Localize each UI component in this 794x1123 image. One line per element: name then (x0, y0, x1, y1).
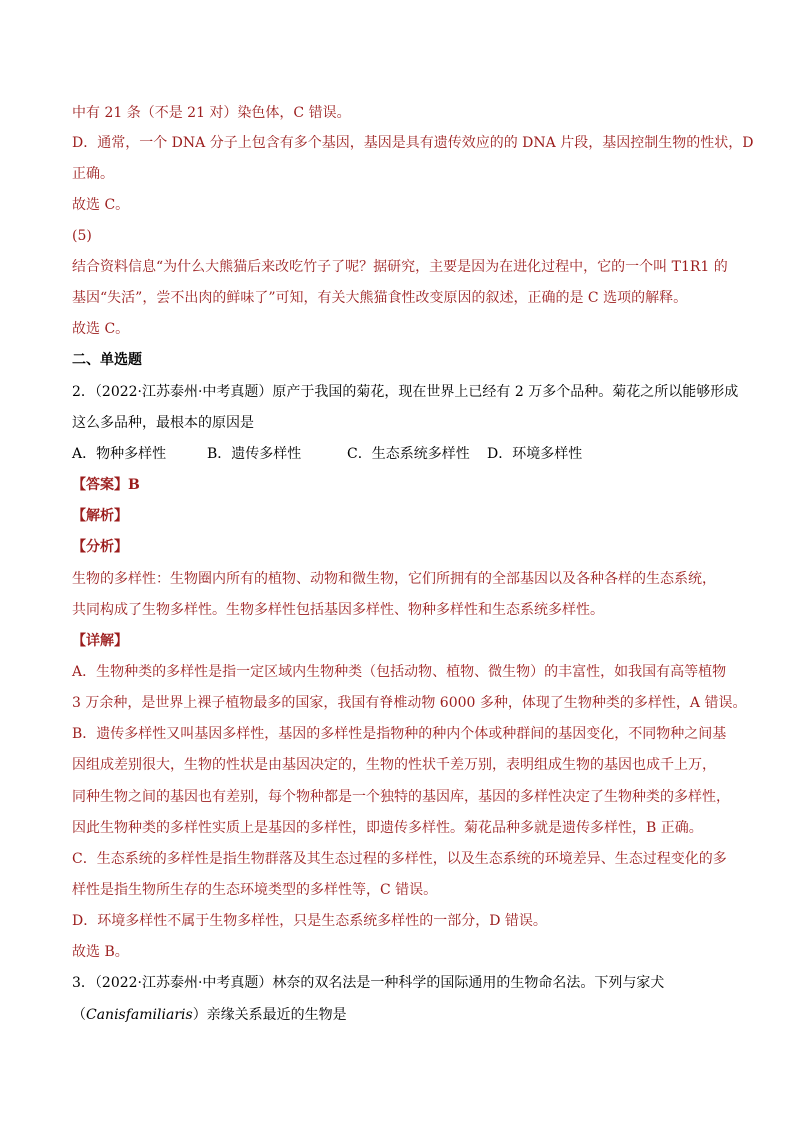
question-stem: 3．（2022·江苏泰州·中考真题）林奈的双名法是一种科学的国际通用的生物命名法。下列与家犬 (72, 975, 665, 991)
text-line: A．生物种类的多样性是指一定区域内生物种类（包括动物、植物、微生物）的丰富性，如我国有高等植物 (72, 664, 727, 680)
text-line: 中有 21 条（不是 21 对）染色体，C 错误。 (72, 105, 351, 121)
question-stem: 2．（2022·江苏泰州·中考真题）原产于我国的菊花，现在世界上已经有 2 万多个品种。菊花之所以能够形成 (72, 384, 739, 400)
text-line: 故选 C。 (72, 197, 130, 213)
text-line: 基因“失活”，尝不出肉的鲜味了”可知，有关大熊猫食性改变原因的叙述，正确的是 C 选项的解释。 (72, 290, 688, 306)
latin-name: Canisfamiliaris (86, 1007, 193, 1023)
analysis-sub-label: 【分析】 (72, 539, 128, 555)
question-stem: 这么多品种，最根本的原因是 (72, 415, 254, 431)
detail-label: 【详解】 (72, 633, 128, 649)
text-line: C．生态系统的多样性是指生物群落及其生态过程的多样性，以及生态系统的环境差异、生态过程变化的多 (72, 851, 727, 867)
text-line: 因此生物种类的多样性实质上是基因的多样性，即遗传多样性。菊花品种多就是遗传多样性，B 正确。 (72, 820, 703, 836)
option-c: C．生态系统多样性 (347, 446, 470, 462)
section-heading: 二、单选题 (72, 352, 142, 368)
option-a: A．物种多样性 (72, 446, 167, 462)
analysis-label: 【解析】 (72, 508, 128, 524)
text-line: B．遗传多样性又叫基因多样性，基因的多样性是指物种的种内个体或种群间的基因变化，不同物种之间基 (72, 726, 727, 742)
option-b: B．遗传多样性 (207, 446, 302, 462)
text-line: 3 万余种，是世界上裸子植物最多的国家，我国有脊椎动物 6000 多种，体现了生物种类的多样性，A 错误。 (72, 695, 747, 711)
subquestion-number: (5) (72, 228, 92, 244)
text-line: 因组成差别很大，生物的性状是由基因决定的，生物的性状千差万别，表明组成生物的基因也成千上万， (72, 757, 716, 773)
text-fragment: ）亲缘关系最近的生物是 (192, 1007, 347, 1023)
answer-label: 【答案】B (72, 477, 140, 493)
text-line: 结合资料信息“为什么大熊猫后来改吃竹子了呢？据研究，主要是因为在进化过程中，它的一个叫 T1R1 的 (72, 259, 728, 275)
text-line: 故选 B。 (72, 944, 129, 960)
question-options (72, 444, 582, 464)
text-line: 生物的多样性：生物圈内所有的植物、动物和微生物，它们所拥有的全部基因以及各种各样的生态系统， (72, 571, 716, 587)
text-line: 正确。 (72, 166, 114, 182)
text-fragment: （ (72, 1007, 86, 1023)
question-stem (72, 1005, 347, 1025)
text-line: 共同构成了生物多样性。生物多样性包括基因多样性、物种多样性和生态系统多样性。 (72, 602, 604, 618)
text-line: 样性是指生物所生存的生态环境类型的多样性等，C 错误。 (72, 882, 438, 898)
option-d: D．环境多样性 (487, 446, 583, 462)
text-line: 故选 C。 (72, 321, 130, 337)
text-line: D．环境多样性不属于生物多样性，只是生态系统多样性的一部分，D 错误。 (72, 913, 547, 929)
text-line: 同种生物之间的基因也有差别，每个物种都是一个独特的基因库，基因的多样性决定了生物种类的多样性， (72, 789, 730, 805)
text-line: D．通常，一个 DNA 分子上包含有多个基因，基因是具有遗传效应的的 DNA 片段，基因控制生物的性状，D (72, 135, 754, 151)
